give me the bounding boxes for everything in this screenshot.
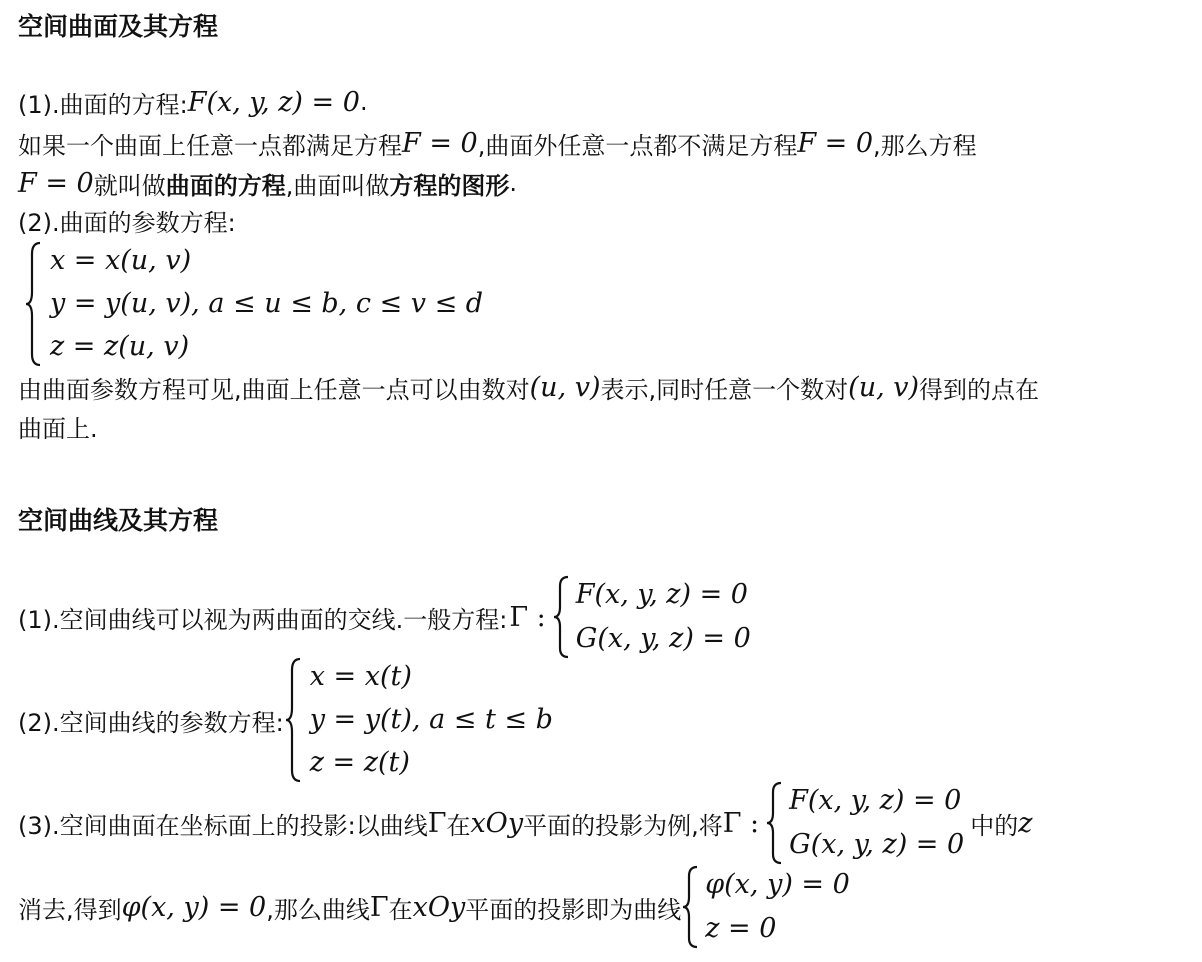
text-span: 在	[388, 895, 413, 924]
text-span: 得到的点在	[919, 375, 1040, 404]
period: .	[359, 88, 368, 116]
system-row: y = y(u, v), a ≤ u ≤ b, c ≤ v ≤ d	[50, 288, 484, 319]
formula-F-zero: F = 0	[18, 167, 94, 199]
text-span: (1).空间曲线可以视为两曲面的交线.一般方程:	[18, 605, 508, 634]
text-span: 在	[446, 811, 471, 840]
surface-parametric-explanation	[18, 368, 1039, 406]
text-span: ,那么方程	[873, 131, 977, 160]
gamma-symbol: Γ	[369, 891, 389, 923]
gamma-symbol: Γ :	[509, 601, 546, 633]
system-row: z = z(u, v)	[50, 331, 190, 362]
bold-term-figure: 图形	[461, 171, 510, 200]
system-row: y = y(t), a ≤ t ≤ b	[309, 704, 553, 735]
left-brace-icon	[24, 240, 42, 368]
formula-uv: (u, v)	[529, 371, 601, 403]
system-row: z = z(t)	[309, 747, 410, 778]
system-row: F(x, y, z) = 0	[575, 579, 748, 610]
text-span: 如果一个曲面上任意一点都满足方程	[18, 131, 402, 160]
curve-projection-result-line	[18, 864, 850, 950]
variable-z: z	[1018, 807, 1033, 839]
section-heading-surface: 空间曲面及其方程	[18, 12, 219, 41]
bold-term-equation-of: 方程的	[389, 171, 462, 200]
left-brace-icon	[765, 780, 783, 866]
curve-general-equation-line	[18, 574, 751, 660]
curve-general-system	[552, 574, 751, 660]
formula-F-zero: F = 0	[797, 127, 874, 159]
formula-uv: (u, v)	[848, 371, 920, 403]
surface-equation-label: (1).曲面的方程:	[18, 90, 188, 119]
surface-equation-line	[18, 84, 368, 120]
curve-projection-line	[18, 780, 1032, 866]
text-span: (3).空间曲面在坐标面上的投影:以曲线	[18, 811, 428, 840]
gamma-symbol: Γ :	[722, 807, 760, 839]
formula-F-zero: F = 0	[402, 127, 478, 159]
curve-parametric-system	[284, 656, 553, 784]
surface-equation-formula: F(x, y, z) = 0	[187, 86, 360, 118]
left-brace-icon	[552, 574, 570, 660]
plane-xOy: xOy	[470, 807, 524, 839]
text-span: 平面的投影即为曲线	[465, 895, 682, 924]
system-row: G(x, y, z) = 0	[789, 829, 965, 860]
text-span: ,曲面叫做	[285, 171, 390, 200]
system-row: G(x, y, z) = 0	[575, 623, 751, 654]
gamma-symbol: Γ	[427, 807, 447, 839]
section-heading-curve: 空间曲线及其方程	[18, 506, 219, 535]
text-span: ,曲面外任意一点都不满足方程	[477, 131, 798, 160]
text-span: 表示,同时任意一个数对	[600, 375, 849, 404]
text-span: 平面的投影为例,将	[523, 811, 723, 840]
curve-projection-result-system	[681, 864, 850, 950]
system-row: z = 0	[705, 913, 777, 944]
system-row: x = x(u, v)	[50, 245, 192, 276]
system-row: F(x, y, z) = 0	[789, 785, 962, 816]
surface-parametric-explanation-end: 曲面上.	[18, 415, 98, 443]
text-span: 就叫做	[93, 171, 166, 200]
bold-term-surface-equation: 曲面的方程	[165, 171, 286, 200]
formula-phi: φ(x, y) = 0	[121, 891, 267, 923]
text-span: 中的	[970, 811, 1019, 840]
text-span: ,那么曲线	[266, 895, 370, 924]
parametric-surface-label: (2).曲面的参数方程:	[18, 209, 236, 237]
period: .	[509, 169, 517, 197]
text-span: 由曲面参数方程可见,曲面上任意一点可以由数对	[18, 375, 530, 404]
surface-definition-line-2	[18, 164, 517, 202]
text-span: 消去,得到	[18, 895, 122, 924]
left-brace-icon	[681, 864, 699, 950]
left-brace-icon	[284, 656, 302, 784]
system-row: φ(x, y) = 0	[705, 869, 850, 900]
curve-parametric-line	[18, 656, 553, 784]
system-row: x = x(t)	[309, 661, 412, 692]
text-span: (2).空间曲线的参数方程:	[18, 708, 284, 737]
curve-projection-system	[765, 780, 964, 866]
surface-parametric-system	[24, 240, 483, 368]
plane-xOy: xOy	[412, 891, 466, 923]
surface-definition-line-1	[18, 124, 977, 162]
